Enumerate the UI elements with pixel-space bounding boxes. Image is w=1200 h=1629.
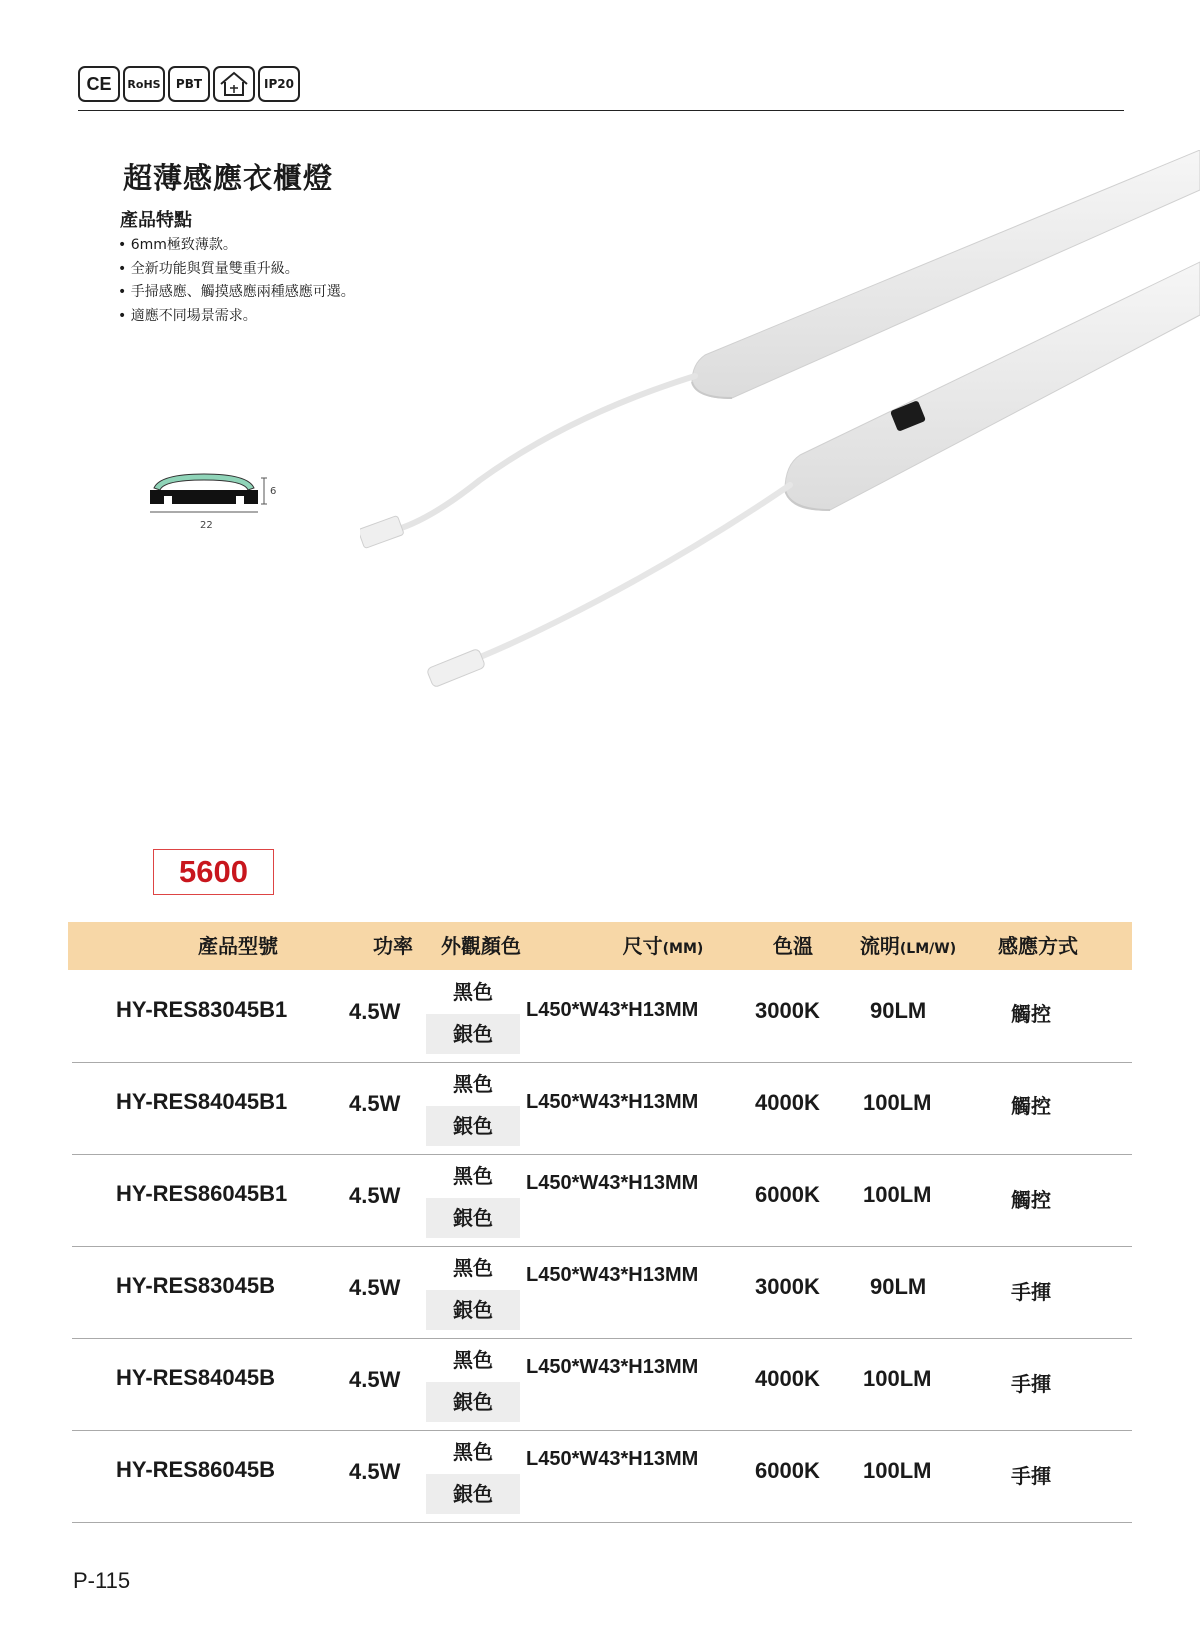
feature-item: • 全新功能與質量雙重升級。 <box>118 258 355 282</box>
indoor-house-icon <box>213 66 255 102</box>
header-size-label: 尺寸 <box>622 934 663 958</box>
header-size-unit: (MM) <box>662 941 704 957</box>
header-color: 外觀顏色 <box>441 934 521 958</box>
sensor-cell: 手揮 <box>1011 1466 1051 1488</box>
flux-cell: 100LM <box>863 1458 932 1483</box>
model-cell: HY-RES86045B1 <box>116 1181 288 1206</box>
table-row <box>72 1246 1132 1339</box>
cct-cell: 4000K <box>755 1090 820 1115</box>
flux-cell: 100LM <box>863 1366 932 1391</box>
table-row <box>72 1338 1132 1431</box>
sensor-cell: 觸控 <box>1011 1004 1051 1026</box>
features-heading: 產品特點 <box>120 210 192 231</box>
size-cell: L450*W43*H13MM <box>526 999 699 1021</box>
model-cell: HY-RES83045B1 <box>116 997 288 1022</box>
profile-height-label: 6 <box>270 486 277 497</box>
model-cell: HY-RES84045B1 <box>116 1089 288 1114</box>
header-flux-unit: (LM/W) <box>899 941 957 957</box>
color-option-black: 黑色 <box>453 1256 493 1280</box>
header-flux <box>848 922 968 970</box>
product-photo <box>360 150 1200 710</box>
cct-cell: 6000K <box>755 1458 820 1483</box>
header-cct: 色溫 <box>773 934 813 958</box>
cct-cell: 3000K <box>755 1274 820 1299</box>
header-power: 功率 <box>373 934 413 958</box>
page-number: P-115 <box>73 1568 131 1593</box>
ip20-mark: IP20 <box>258 66 300 102</box>
profile-cross-section-diagram <box>148 470 288 532</box>
flux-cell: 90LM <box>870 1274 927 1299</box>
size-cell: L450*W43*H13MM <box>526 1091 699 1113</box>
color-option-silver: 銀色 <box>426 1106 520 1146</box>
sensor-cell: 手揮 <box>1011 1374 1051 1396</box>
size-cell: L450*W43*H13MM <box>526 1172 699 1194</box>
sensor-cell: 觸控 <box>1011 1190 1051 1212</box>
rohs-mark: RoHS <box>123 66 165 102</box>
ce-mark: CE <box>78 66 120 102</box>
power-cell: 4.5W <box>349 1275 401 1300</box>
power-cell: 4.5W <box>349 1183 401 1208</box>
color-option-black: 黑色 <box>453 1072 493 1096</box>
series-code-box: 5600 <box>153 849 274 895</box>
color-option-black: 黑色 <box>453 1164 493 1188</box>
power-cell: 4.5W <box>349 999 401 1024</box>
color-option-silver: 銀色 <box>426 1474 520 1514</box>
flux-cell: 100LM <box>863 1090 932 1115</box>
color-option-silver: 銀色 <box>426 1290 520 1330</box>
color-option-black: 黑色 <box>453 980 493 1004</box>
table-row <box>72 1062 1132 1155</box>
table-row <box>72 970 1132 1063</box>
feature-list <box>118 234 355 328</box>
feature-item: • 手掃感應、觸摸感應兩種感應可選。 <box>118 281 355 305</box>
table-row <box>72 1430 1132 1523</box>
pbt-mark: PBT <box>168 66 210 102</box>
sensor-cell: 觸控 <box>1011 1096 1051 1118</box>
color-option-silver: 銀色 <box>426 1382 520 1422</box>
table-row <box>72 1154 1132 1247</box>
color-option-black: 黑色 <box>453 1440 493 1464</box>
power-cell: 4.5W <box>349 1459 401 1484</box>
header-size <box>588 922 738 970</box>
sensor-cell: 手揮 <box>1011 1282 1051 1304</box>
feature-item: • 6mm極致薄款。 <box>118 234 355 258</box>
color-option-silver: 銀色 <box>426 1198 520 1238</box>
size-cell: L450*W43*H13MM <box>526 1448 699 1470</box>
model-cell: HY-RES86045B <box>116 1457 275 1482</box>
model-cell: HY-RES83045B <box>116 1273 275 1298</box>
power-cell: 4.5W <box>349 1091 401 1116</box>
cct-cell: 6000K <box>755 1182 820 1207</box>
product-title: 超薄感應衣櫃燈 <box>123 161 334 195</box>
header-sensor: 感應方式 <box>998 934 1078 958</box>
feature-item: • 適應不同場景需求。 <box>118 305 355 329</box>
header-flux-label: 流明 <box>859 934 900 958</box>
table-header <box>68 922 1132 970</box>
color-option-silver: 銀色 <box>426 1014 520 1054</box>
size-cell: L450*W43*H13MM <box>526 1356 699 1378</box>
header-rule <box>78 110 1124 111</box>
flux-cell: 90LM <box>870 998 927 1023</box>
flux-cell: 100LM <box>863 1182 932 1207</box>
profile-width-label: 22 <box>200 520 213 531</box>
color-option-black: 黑色 <box>453 1348 493 1372</box>
certification-marks <box>78 66 300 102</box>
cct-cell: 4000K <box>755 1366 820 1391</box>
cct-cell: 3000K <box>755 998 820 1023</box>
size-cell: L450*W43*H13MM <box>526 1264 699 1286</box>
model-cell: HY-RES84045B <box>116 1365 275 1390</box>
power-cell: 4.5W <box>349 1367 401 1392</box>
header-model: 產品型號 <box>198 934 278 958</box>
